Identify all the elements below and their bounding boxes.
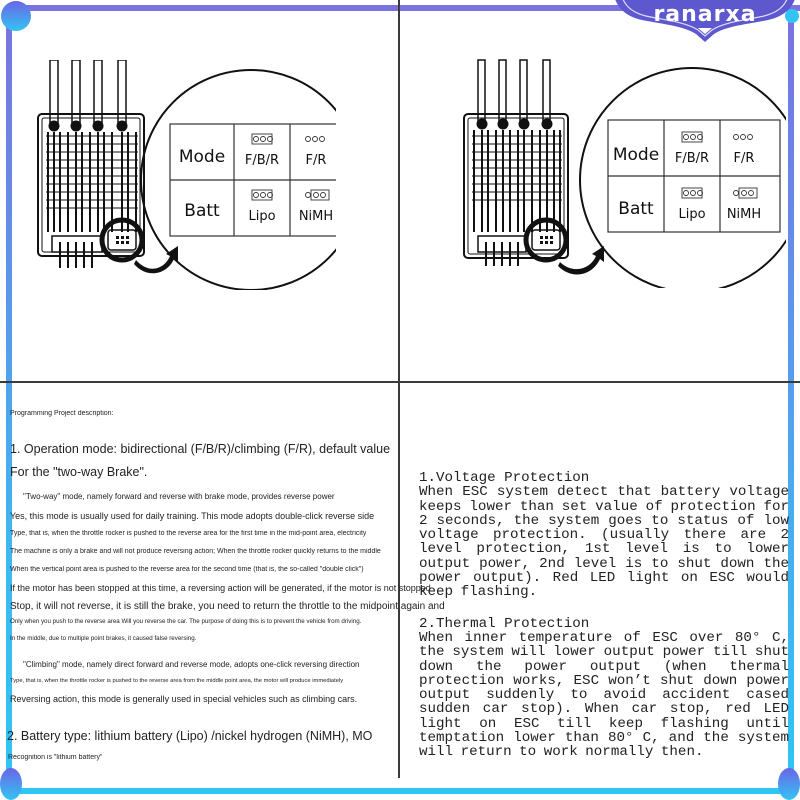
panel-divider-vertical <box>398 0 400 778</box>
row-label-batt: Batt <box>184 201 220 221</box>
brand-name: ranarxa <box>653 2 757 27</box>
text-line: Only when you push to the reverse area Will you reverse the car. The purpose of doing this is to prevent the vehicle from driving. <box>10 618 362 625</box>
text-line: Reversing action, this mode is generally used in special vehicles such as climbing cars. <box>10 694 358 704</box>
thermal-protection-title: 2.Thermal Protection <box>419 615 590 632</box>
protection-section <box>419 471 789 760</box>
text-line: In the middle, due to multiple point brakes, it caused false reversing. <box>10 635 197 642</box>
operation-mode-title: 1. Operation mode: bidirectional (F/B/R)/climbing (F/R), default value <box>10 442 391 456</box>
option-lipo: Lipo <box>678 207 706 222</box>
section-heading: Programming Project description: <box>10 410 114 417</box>
option-fr: F/R <box>305 153 327 168</box>
row-label-batt: Batt <box>618 199 654 219</box>
row-label-mode: Mode <box>612 145 660 165</box>
brand-badge <box>610 0 800 44</box>
option-fbr: F/B/R <box>674 151 710 166</box>
frame-left-border <box>6 5 12 790</box>
text-line: "Two-way" mode, namely forward and reverse with brake mode, provides reverse power <box>23 492 335 501</box>
option-fr: F/R <box>733 151 755 166</box>
esc-board-icon <box>38 60 144 268</box>
text-line: Type, that is, when the throttle rocker is pushed to the reverse area from the middle point area, the motor will produce immediately <box>10 678 344 684</box>
voltage-protection-title: 1.Voltage Protection <box>419 470 590 486</box>
option-fbr: F/B/R <box>244 153 280 168</box>
text-line: Recognition is "lithium battery" <box>8 754 103 761</box>
text-line: If the motor has been stopped at this time, a reversing action will be generated, if the motor is not stopped <box>10 583 431 593</box>
text-line: Yes, this mode is usually used for daily training. This mode adopts double-click reverse side <box>10 511 375 521</box>
text-line: For the "two-way Brake". <box>10 465 148 479</box>
text-line: "Climbing" mode, namely direct forward and reverse mode, adopts one-click reversing direction <box>23 660 360 669</box>
text-line: Stop, it will not reverse, it is still the brake, you need to return the throttle to the midpoint again and <box>10 601 445 612</box>
option-nimh: NiMH <box>298 209 334 224</box>
option-lipo: Lipo <box>248 209 276 224</box>
row-label-mode: Mode <box>178 147 226 167</box>
text-line: The machine is only a brake and will not produce reversing action; When the throttle rocker quickly returns to the middle <box>10 548 381 555</box>
text-line: Type, that is, when the throttle rocker is pushed to the reverse area for the first time in the mid-point area, electricity <box>10 530 367 537</box>
esc-diagram-left <box>36 60 336 295</box>
esc-board-icon <box>464 60 568 266</box>
panel-divider-horizontal <box>0 381 800 383</box>
frame-corner-dot <box>1 1 31 31</box>
esc-diagram-right <box>456 58 786 293</box>
frame-bottom-border <box>6 788 794 794</box>
text-line: When the vertical point area is pushed to the reverse area for the second time (that is, the so-called "double click") <box>10 566 364 573</box>
frame-corner-dot <box>778 768 800 800</box>
option-nimh: NiMH <box>726 207 762 222</box>
frame-corner-dot <box>0 768 22 800</box>
voltage-protection-body: When ESC system detect that battery voltage keeps lower than set value of protection for 2 seconds, the system goes to status of low voltage protection. (usually there are 2 level protection, 1st level is to lower output power, 2nd level is to shut down the power output). Red LED light on ESC would keep flashing. <box>419 484 789 601</box>
thermal-protection-body: When inner temperature of ESC over 80° C, the system will lower output power till shut down the power output (when thermal protection works, ESC won’t shut down power output suddenly to avoid accident cased sudden car stop). When car stop, red LED light on ESC till keep flashing until temptation lower than 80° C, and the system will return to work normally then. <box>419 629 789 761</box>
battery-type-title: 2. Battery type: lithium battery (Lipo) /nickel hydrogen (NiMH), MO <box>7 729 373 743</box>
